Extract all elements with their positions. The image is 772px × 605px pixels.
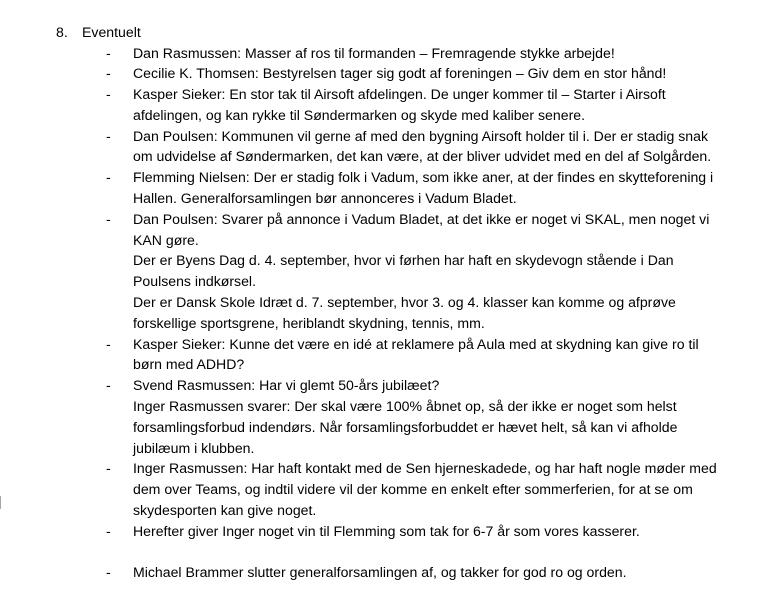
list-item <box>106 562 746 583</box>
bullet-dash: - <box>106 169 111 186</box>
item-text-line: børn med ADHD? <box>133 356 245 373</box>
item-text-line: dem over Teams, og indtil videre vil der komme en enkelt efter sommerferien, for at se om <box>133 481 693 498</box>
section-number: 8. <box>56 24 68 40</box>
list-item <box>106 63 746 84</box>
list-item <box>106 167 746 209</box>
item-text-line: Der er Byens Dag d. 4. september, hvor vi førhen har haft en skydevogn stående i Dan <box>133 252 674 269</box>
item-text-line: Dan Rasmussen: Masser af ros til formanden – Fremragende stykke arbejde! <box>133 44 615 61</box>
list-item <box>106 458 746 520</box>
bullet-dash: - <box>106 564 111 581</box>
item-text-line: Hallen. Generalforsamlingen bør annonceres i Vadum Bladet. <box>133 190 517 207</box>
list-item <box>106 375 746 458</box>
item-text-line: Kasper Sieker: En stor tak til Airsoft afdelingen. De unger kommer til – Starter i Airsoft <box>133 86 666 103</box>
list-item <box>106 334 746 376</box>
blank-line <box>106 542 746 563</box>
list-item <box>106 126 746 168</box>
list-item <box>106 209 746 334</box>
bullet-dash: - <box>106 335 111 352</box>
page-edge-mark <box>0 496 1 509</box>
bullet-dash: - <box>106 460 111 477</box>
item-text-line: Herefter giver Inger noget vin til Flemming som tak for 6-7 år som vores kasserer. <box>133 522 640 539</box>
item-text-line: Cecilie K. Thomsen: Bestyrelsen tager sig godt af foreningen – Giv dem en stor hånd! <box>133 65 667 82</box>
item-text-line: Dan Poulsen: Svarer på annonce i Vadum Bladet, at det ikke er noget vi SKAL, men noget vi <box>133 210 710 227</box>
bullet-dash: - <box>106 86 111 103</box>
bullet-dash: - <box>106 210 111 227</box>
item-text-line: forskellige sportsgrene, heriblandt skydning, tennis, mm. <box>133 314 485 331</box>
item-text-line: Flemming Nielsen: Der er stadig folk i Vadum, som ikke aner, at der findes en skytteforening i <box>133 169 714 186</box>
item-text-line: KAN gøre. <box>133 231 199 248</box>
item-text-line: Svend Rasmussen: Har vi glemt 50-års jubilæet? <box>133 377 440 394</box>
section-title: Eventuelt <box>82 24 141 40</box>
minutes-list <box>106 43 746 584</box>
bullet-dash: - <box>106 127 111 144</box>
item-text-line: Der er Dansk Skole Idræt d. 7. september, hvor 3. og 4. klasser kan komme og afprøve <box>133 294 676 311</box>
bullet-dash: - <box>106 522 111 539</box>
section-heading <box>56 22 141 43</box>
bullet-dash: - <box>106 377 111 394</box>
list-item <box>106 43 746 64</box>
item-text-line: Poulsens indkørsel. <box>133 273 256 290</box>
list-item <box>106 521 746 542</box>
item-text-line: Inger Rasmussen: Har haft kontakt med de Sen hjerneskadede, og har haft nogle møder med <box>133 460 717 477</box>
item-text-line: Michael Brammer slutter generalforsamlingen af, og takker for god ro og orden. <box>133 564 627 581</box>
item-text-line: afdelingen, og kan rykke til Søndermarken og skyde med kaliber senere. <box>133 106 586 123</box>
item-text-line: Dan Poulsen: Kommunen vil gerne af med den bygning Airsoft holder til i. Der er stadig snak <box>133 127 709 144</box>
item-text-line: Kasper Sieker: Kunne det være en idé at reklamere på Aula med at skydning kan give ro til <box>133 335 699 352</box>
item-text-line: jubilæum i klubben. <box>133 439 255 456</box>
item-text-line: forsamlingsforbud indendørs. Når forsamlingsforbuddet er hævet helt, så kan vi afholde <box>133 418 678 435</box>
item-text-line: om udvidelse af Søndermarken, det kan være, at der bliver udvidet med en del af Solgården. <box>133 148 712 165</box>
item-text-line: Inger Rasmussen svarer: Der skal være 100% åbnet op, så der ikke er noget som helst <box>133 398 677 415</box>
list-item <box>106 84 746 126</box>
item-text-line: skydesporten kan give noget. <box>133 502 317 519</box>
bullet-dash: - <box>106 44 111 61</box>
bullet-dash: - <box>106 65 111 82</box>
